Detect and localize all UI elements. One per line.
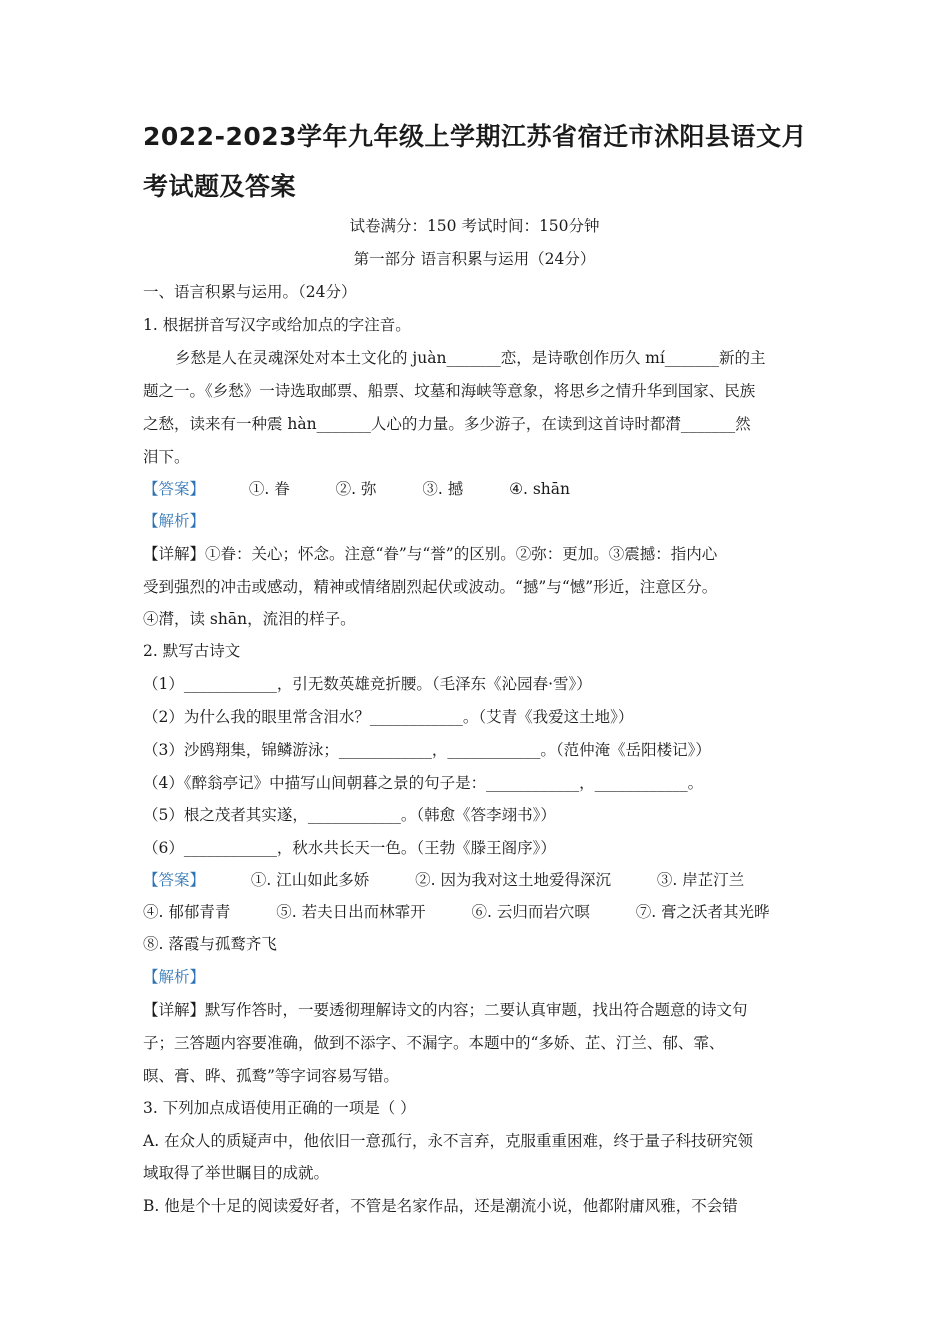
page-title: 2022-2023学年九年级上学期江苏省宿迁市沭阳县语文月考试题及答案: [143, 122, 808, 201]
q1-answer-row: [143, 479, 570, 499]
q2-item: （5）根之茂者其实遂，____________。（韩愈《答李翊书》）: [143, 806, 556, 824]
q1-detail-line: 【详解】①眷：关心；怀念。注意“眷”与“誉”的区别。②弥：更加。③震撼：指内心: [143, 545, 718, 563]
q2-detail-line: 【详解】默写作答时，一要透彻理解诗文的内容；二要认真审题，找出符合题意的诗文句: [143, 1001, 748, 1019]
q2-item: （2）为什么我的眼里常含泪水？____________。（艾青《我爱这土地》）: [143, 708, 634, 726]
part-heading: 第一部分 语言积累与运用（24分）: [353, 250, 596, 268]
q2-item: （4）《醉翁亭记》中描写山间朝暮之景的句子是：____________，____________。: [143, 774, 704, 792]
answer-item: ②. 因为我对这土地爱得深沉: [415, 871, 611, 889]
answer-item: ③. 岸芷汀兰: [656, 871, 745, 889]
q2-answer-row: [143, 870, 744, 890]
answer-item: ②. 弥: [335, 480, 377, 498]
q1-passage-line: 之愁，读来有一种震 hàn_______人心的力量。多少游子，在读到这首诗时都潸_______然: [143, 415, 751, 433]
q2-item: （6）____________，秋水共长天一色。（王勃《滕王阁序》）: [143, 839, 556, 857]
question-1-stem: 1. 根据拼音写汉字或给加点的字注音。: [143, 316, 411, 334]
answer-item: ①. 眷: [248, 480, 290, 498]
q2-detail-line: 暝、膏、晔、孤鹜”等字词容易写错。: [143, 1067, 399, 1085]
q3-option-line: A. 在众人的质疑声中，他依旧一意孤行，永不言弃，克服重重困难，终于量子科技研究领: [143, 1132, 754, 1150]
answer-item: ③. 撼: [422, 480, 464, 498]
answer-item: ⑥. 云归而岩穴暝: [471, 903, 590, 921]
answer-item: ⑦. 膏之沃者其光晔: [635, 903, 770, 921]
question-2-stem: 2. 默写古诗文: [143, 642, 241, 660]
q3-option-line: B. 他是个十足的阅读爱好者，不管是名家作品，还是潮流小说，他都附庸风雅，不会错: [143, 1197, 738, 1215]
q2-answer-row: [143, 934, 277, 954]
answer-item: ⑧. 落霞与孤鹜齐飞: [143, 935, 277, 953]
exam-meta: 试卷满分：150 考试时间：150分钟: [349, 217, 600, 235]
answer-item: ④. shān: [509, 480, 571, 498]
section-heading: 一、语言积累与运用。（24分）: [143, 283, 357, 301]
answer-tag: 【答案】: [143, 871, 206, 889]
q2-detail-line: 子；三答题内容要准确，做到不添字、不漏字。本题中的“多娇、芷、汀兰、郁、霏、: [143, 1034, 725, 1052]
answer-item: ①. 江山如此多娇: [250, 871, 370, 889]
q2-item: （3）沙鸥翔集，锦鳞游泳；____________，____________。（范仲淹《岳阳楼记》）: [143, 741, 711, 759]
analysis-tag: 【解析】: [143, 512, 206, 530]
question-3-stem: 3. 下列加点成语使用正确的一项是（ ）: [143, 1099, 416, 1117]
answer-item: ④. 郁郁青青: [143, 903, 231, 921]
analysis-tag: 【解析】: [143, 968, 206, 986]
answer-tag: 【答案】: [143, 480, 206, 498]
q2-item: （1）____________，引无数英雄竞折腰。（毛泽东《沁园春·雪》）: [143, 675, 592, 693]
q2-answer-row: [143, 902, 770, 922]
q1-detail-line: ④潸，读 shān，流泪的样子。: [143, 610, 356, 628]
q1-passage-line: 泪下。: [143, 448, 190, 466]
q1-passage-line: 乡愁是人在灵魂深处对本土文化的 juàn_______恋，是诗歌创作历久 mí_______新的主: [175, 349, 766, 367]
answer-item: ⑤. 若夫日出而林霏开: [276, 903, 426, 921]
q1-detail-line: 受到强烈的冲击或感动，精神或情绪剧烈起伏或波动。“撼”与“憾”形近，注意区分。: [143, 578, 718, 596]
q3-option-line: 域取得了举世瞩目的成就。: [143, 1164, 330, 1182]
q1-passage-line: 题之一。《乡愁》一诗选取邮票、船票、坟墓和海峡等意象，将思乡之情升华到国家、民族: [143, 382, 756, 400]
